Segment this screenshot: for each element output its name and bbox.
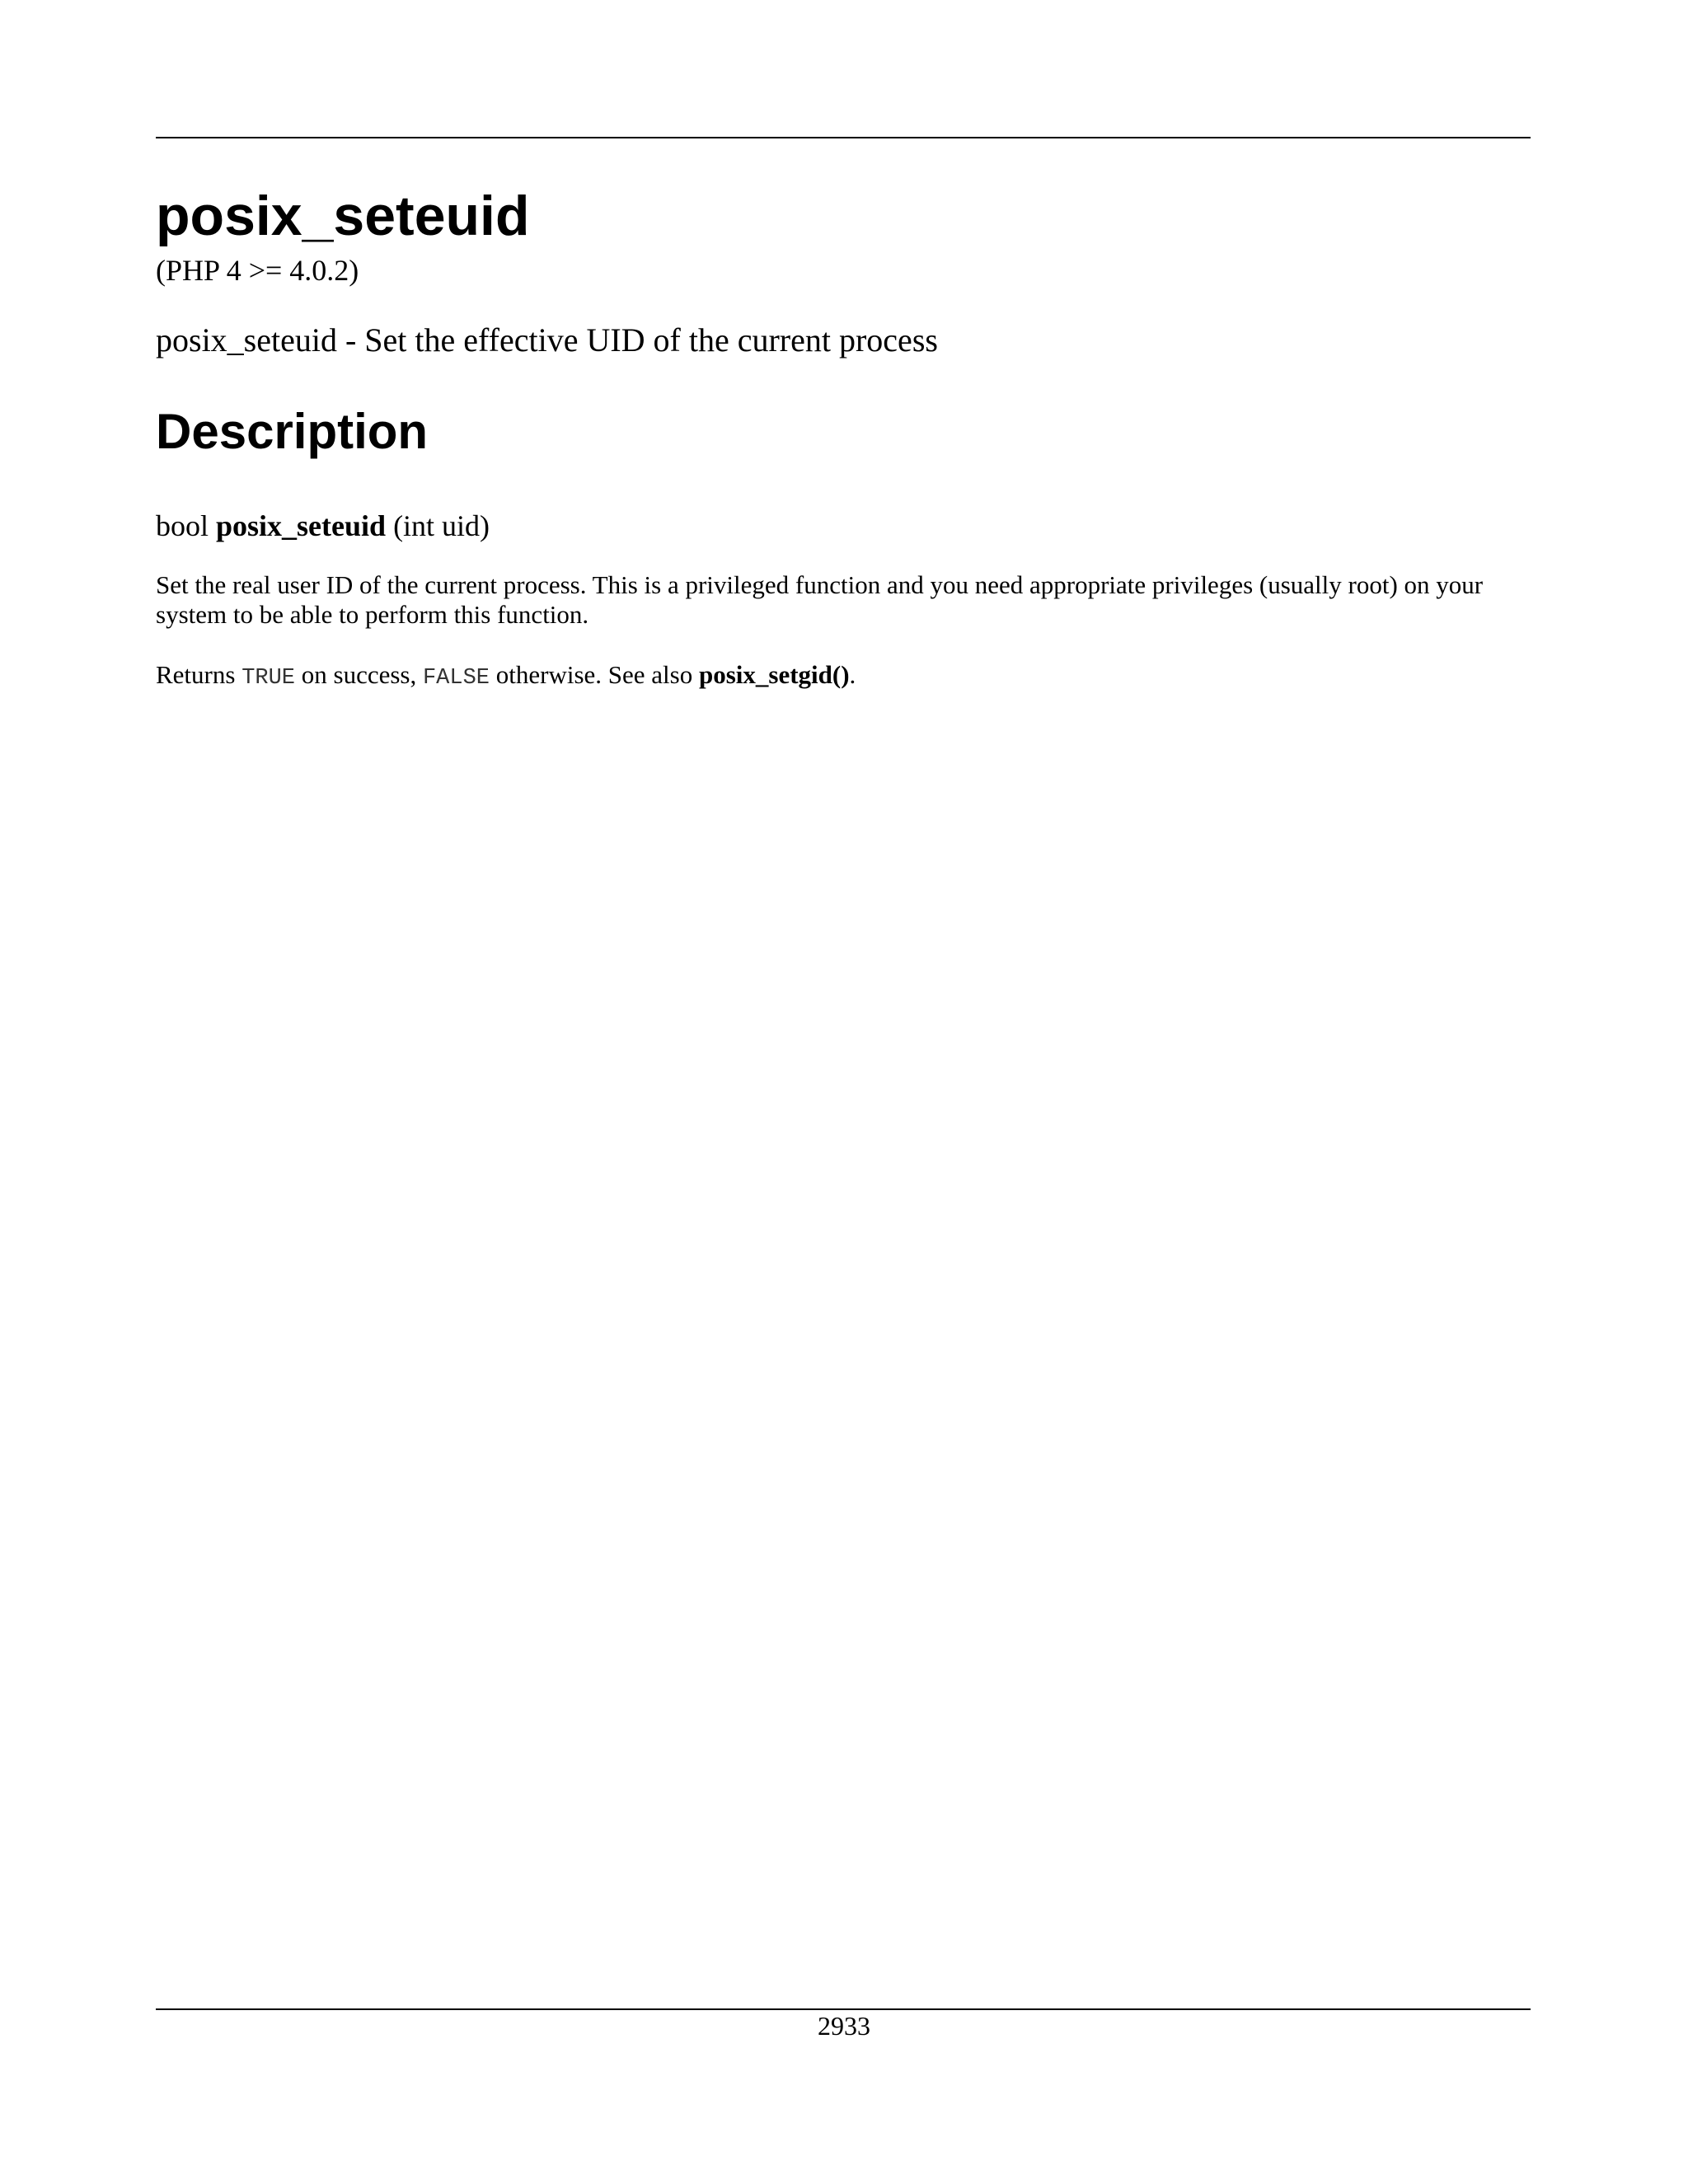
description-heading: Description bbox=[156, 404, 429, 459]
synopsis-return-type: bool bbox=[156, 509, 209, 542]
see-also-link[interactable]: posix_setgid() bbox=[698, 660, 850, 689]
top-rule bbox=[156, 137, 1531, 138]
returns-end: . bbox=[849, 660, 856, 689]
true-literal: TRUE bbox=[241, 666, 295, 691]
returns-suffix: otherwise. See also bbox=[495, 660, 693, 689]
returns-middle: on success, bbox=[301, 660, 417, 689]
entry-purpose: posix_seteuid - Set the effective UID of the current process bbox=[156, 321, 938, 359]
false-literal: FALSE bbox=[422, 666, 490, 691]
description-paragraph: Set the real user ID of the current process. This is a privileged function and you need appropriate privileges (usually root) on your system to be able to perform this function. bbox=[156, 570, 1484, 629]
returns-prefix: Returns bbox=[156, 660, 236, 689]
page-number bbox=[0, 2003, 1688, 2041]
synopsis-params: (int uid) bbox=[393, 509, 490, 542]
function-synopsis bbox=[156, 511, 490, 541]
page-number-text: 2933 bbox=[818, 2011, 870, 2041]
entry-title: posix_seteuid bbox=[156, 185, 530, 247]
version-info: (PHP 4 >= 4.0.2) bbox=[156, 254, 359, 287]
return-value-paragraph bbox=[156, 660, 1531, 693]
synopsis-function-name: posix_seteuid bbox=[216, 509, 387, 542]
